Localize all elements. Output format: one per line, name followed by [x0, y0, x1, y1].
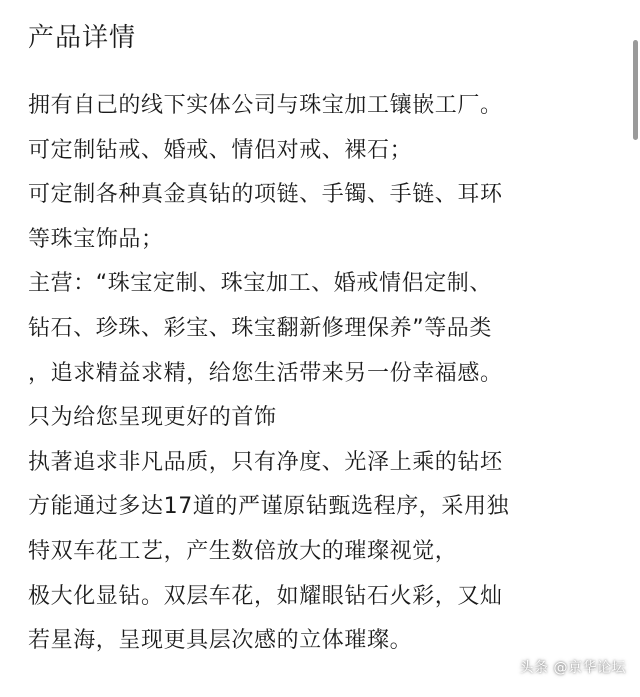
description-line: 特双车花工艺，产生数倍放大的璀璨视觉，: [28, 538, 458, 564]
description-line: 只为给您呈现更好的首饰: [28, 405, 277, 431]
scrollbar-thumb[interactable]: [633, 40, 638, 140]
description-line: 钻石、珍珠、彩宝、珠宝翻新修理保养”等品类: [28, 315, 492, 341]
description-line: 等珠宝饰品；: [28, 226, 164, 252]
page-title: 产品详情: [28, 23, 137, 53]
description-line: 极大化显钻。双层车花，如耀眼钻石火彩，又灿: [28, 583, 503, 609]
description-line: 主营：“珠宝定制、珠宝加工、婚戒情侣定制、: [28, 271, 492, 297]
description-line: 可定制各种真金真钻的项链、手镯、手链、耳环: [28, 182, 503, 208]
scrollbar[interactable]: [632, 0, 638, 697]
description-line: 方能通过多达17道的严谨原钻甄选程序，采用独: [28, 494, 510, 520]
description-line: 可定制钻戒、婚戒、情侣对戒、裸石；: [28, 137, 413, 163]
description-line: 拥有自己的线下实体公司与珠宝加工镶嵌工厂。: [28, 93, 503, 118]
description-line: ，追求精益求精，给您生活带来另一份幸福感。: [28, 360, 503, 386]
product-description: [28, 84, 618, 664]
description-line: 若星海，呈现更具层次感的立体璀璨。: [28, 628, 413, 654]
watermark: 头条 @京华论坛: [519, 660, 626, 676]
description-line: 执著追求非凡品质，只有净度、光泽上乘的钻坯: [28, 449, 503, 475]
